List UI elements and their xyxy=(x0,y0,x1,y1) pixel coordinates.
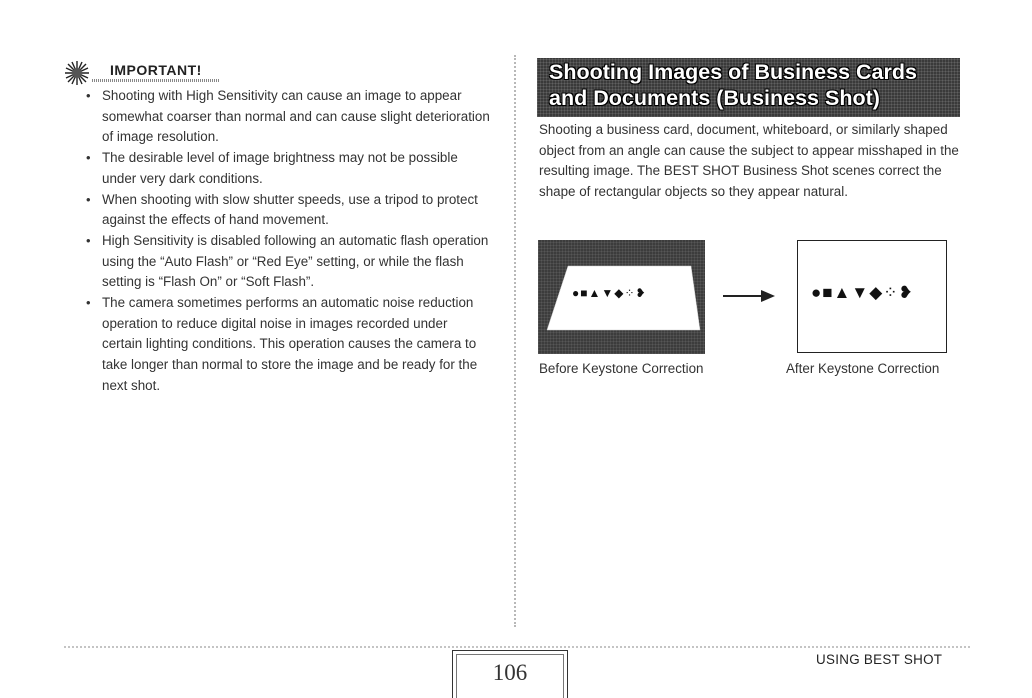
footer-section-label: USING BEST SHOT xyxy=(816,652,943,667)
heading-underline xyxy=(92,79,220,82)
list-item: • When shooting with slow shutter speeds, use a tripod to protect against the effects of hand movement. xyxy=(86,191,478,228)
after-caption: After Keystone Correction xyxy=(786,361,940,376)
list-item: • The desirable level of image brightness may not be possible under very dark conditions. xyxy=(86,150,458,186)
column-divider xyxy=(514,55,516,627)
bullet-icon: • xyxy=(86,232,91,248)
bullet-icon: • xyxy=(86,191,91,207)
arrow-right-icon xyxy=(723,288,777,304)
section-title-line-2: and Documents (Business Shot) xyxy=(549,86,880,110)
after-shapes: ●■▲▼◆⁘❥ xyxy=(811,283,914,302)
list-item: • High Sensitivity is disabled following an automatic flash operation using the “Auto Flash” or “Red Eye” setting, or while the flash setting is “Flash On” or “Soft Flash”. xyxy=(86,232,489,290)
page-number: 106 xyxy=(492,660,528,685)
important-heading: IMPORTANT! xyxy=(110,62,202,78)
section-body-text: Shooting a business card, document, whiteboard, or similarly shaped object from an angle can cause the subject to appear misshaped in the resulting image. The BEST SHOT Business Shot scenes correct the shape of rectangular objects so they appear natural. xyxy=(539,122,959,200)
section-title-banner xyxy=(537,58,960,117)
before-shapes: ●■▲▼◆⁘❥ xyxy=(572,286,647,300)
before-caption: Before Keystone Correction xyxy=(539,361,704,376)
bullet-icon: • xyxy=(86,295,91,311)
footer-divider xyxy=(64,646,970,648)
list-item: • The camera sometimes performs an automatic noise reduction operation to reduce digital noise in images recorded under certain lighting conditions. This operation causes the camera to take longer than normal to store the image and be ready for the next shot. xyxy=(86,295,478,393)
list-item: • Shooting with High Sensitivity can cause an image to appear somewhat coarser than normal and can cause slight deterioration of image resolution. xyxy=(86,88,490,145)
bullet-icon: • xyxy=(86,88,91,103)
section-title-line-1: Shooting Images of Business Cards xyxy=(549,60,917,84)
bullet-icon: • xyxy=(86,150,91,166)
important-starburst-icon xyxy=(64,60,90,86)
important-list xyxy=(86,86,491,397)
